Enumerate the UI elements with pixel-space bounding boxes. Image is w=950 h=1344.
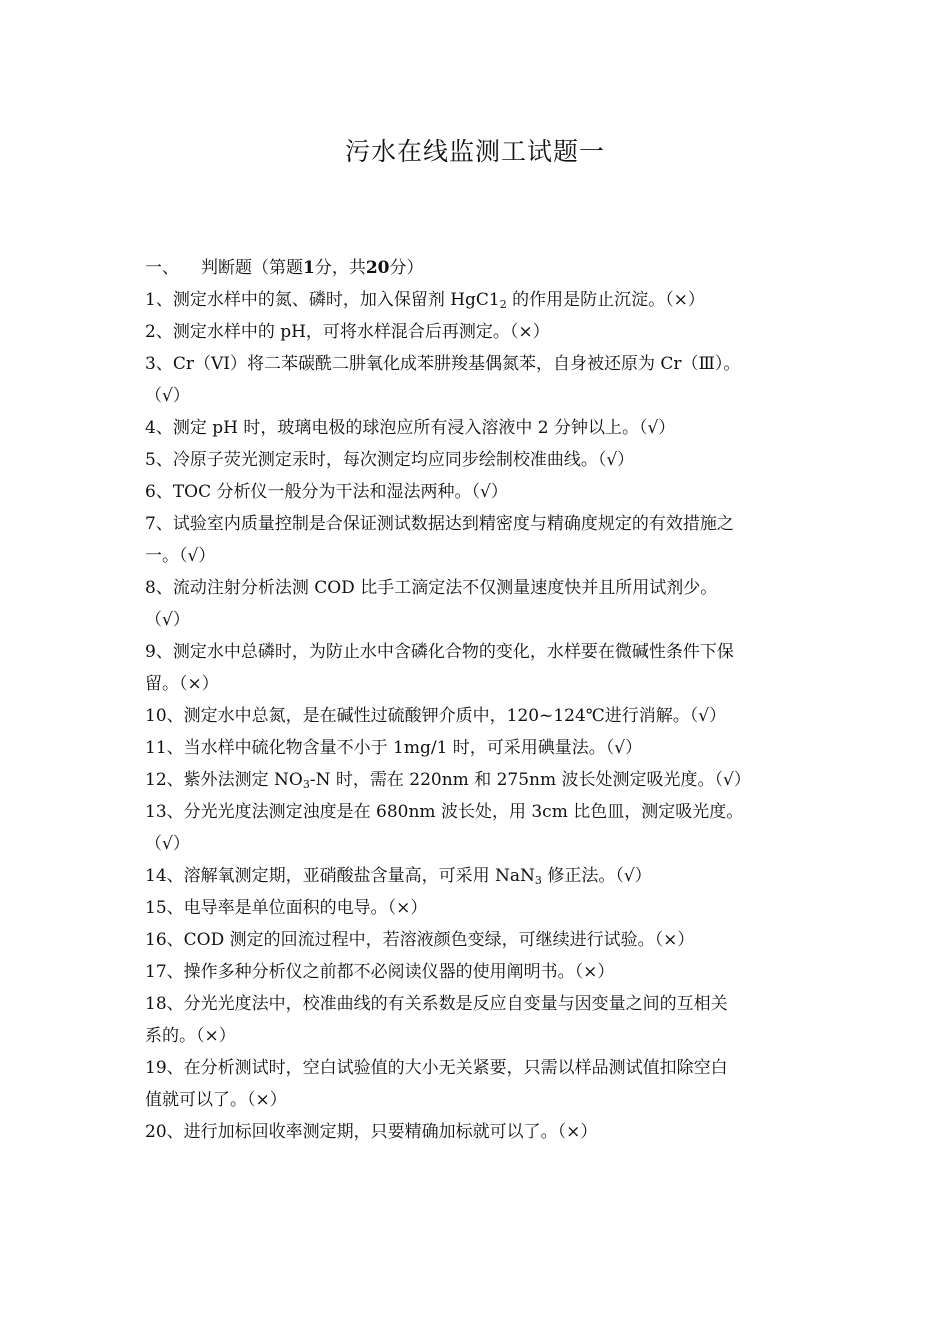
- question-item: [145, 572, 810, 636]
- points-each: 1: [303, 258, 315, 278]
- question-line: [145, 956, 810, 988]
- question-text-after: 修正法。（√）: [541, 866, 652, 886]
- question-line: [145, 924, 810, 956]
- question-text: 8、流动注射分析法测 COD 比手工滴定法不仅测量速度快并且所用试剂少。: [145, 578, 718, 598]
- question-continuation: 留。（×）: [145, 674, 219, 694]
- question-text: 15、电导率是单位面积的电导。（×）: [145, 898, 428, 918]
- question-text: 1、测定水样中的氮、磷时，加入保留剂 HgC1: [145, 290, 500, 310]
- question-item: [145, 764, 810, 796]
- question-item: [145, 732, 810, 764]
- question-item: [145, 508, 810, 572]
- question-line: [145, 1052, 810, 1084]
- section-heading: [145, 252, 810, 284]
- question-text: 17、操作多种分析仪之前都不必阅读仪器的使用阐明书。（×）: [145, 962, 615, 982]
- question-line: [145, 412, 810, 444]
- question-item: [145, 1052, 810, 1116]
- question-line: [145, 1116, 810, 1148]
- question-line: [145, 508, 810, 540]
- question-list: [145, 252, 810, 1148]
- question-item: [145, 700, 810, 732]
- question-line: [145, 796, 810, 828]
- question-line: [145, 732, 810, 764]
- question-text: 18、分光光度法中，校准曲线的有关系数是反应自变量与因变量之间的互相关: [145, 994, 728, 1014]
- question-line: [145, 636, 810, 668]
- question-line: [145, 892, 810, 924]
- question-text: 10、测定水中总氮，是在碱性过硫酸钾介质中，120~124℃进行消解。（√）: [145, 706, 727, 726]
- question-text: 4、测定 pH 时，玻璃电极的球泡应所有浸入溶液中 2 分钟以上。（√）: [145, 418, 676, 438]
- question-text-after: -N 时，需在 220nm 和 275nm 波长处测定吸光度。（√）: [309, 770, 751, 790]
- question-line: [145, 764, 810, 796]
- question-continuation: （√）: [145, 834, 190, 854]
- section-end: 分）: [389, 258, 424, 278]
- question-line: [145, 444, 810, 476]
- subscript: 2: [499, 298, 507, 311]
- subscript: 3: [302, 778, 310, 791]
- question-continuation: 一。（√）: [145, 546, 216, 566]
- question-item: [145, 956, 810, 988]
- question-line: [145, 476, 810, 508]
- question-item: [145, 316, 810, 348]
- question-item: [145, 1116, 810, 1148]
- question-text: 6、TOC 分析仪一般分为干法和湿法两种。（√）: [145, 482, 508, 502]
- points-total: 20: [365, 258, 390, 278]
- question-continuation: 值就可以了。（×）: [145, 1090, 287, 1110]
- question-continuation: （√）: [145, 386, 190, 406]
- question-line: [145, 572, 810, 604]
- question-item: [145, 988, 810, 1052]
- question-text: 11、当水样中硫化物含量不小于 1mg/1 时，可采用碘量法。（√）: [145, 738, 643, 758]
- question-text: 9、测定水中总磷时，为防止水中含磷化合物的变化，水样要在微碱性条件下保: [145, 642, 734, 662]
- question-line: [145, 988, 810, 1020]
- question-text: 12、紫外法测定 NO: [145, 770, 303, 790]
- section-name: 判断题（第题: [201, 258, 303, 278]
- question-text: 2、测定水样中的 pH，可将水样混合后再测定。（×）: [145, 322, 550, 342]
- question-item: [145, 284, 810, 316]
- question-line: [145, 316, 810, 348]
- question-item: [145, 476, 810, 508]
- question-item: [145, 444, 810, 476]
- question-line: [145, 284, 810, 316]
- section-mid: 分，共: [314, 258, 366, 278]
- question-item: [145, 636, 810, 700]
- question-line: [145, 700, 810, 732]
- section-number: 一、: [145, 258, 179, 278]
- question-item: [145, 412, 810, 444]
- question-text-after: 的作用是防止沉淀。（×）: [506, 290, 705, 310]
- question-line: [145, 860, 810, 892]
- question-item: [145, 924, 810, 956]
- question-text: 14、溶解氧测定期，亚硝酸盐含量高，可采用 NaN: [145, 866, 535, 886]
- question-text: 20、进行加标回收率测定期，只要精确加标就可以了。（×）: [145, 1122, 598, 1142]
- question-item: [145, 860, 810, 892]
- question-continuation: （√）: [145, 610, 190, 630]
- document-title: 污水在线监测工试题一: [344, 137, 605, 166]
- question-text: 13、分光光度法测定浊度是在 680nm 波长处，用 3cm 比色皿，测定吸光度。: [145, 802, 744, 822]
- question-text: 19、在分析测试时，空白试验值的大小无关紧要，只需以样品测试值扣除空白: [145, 1058, 728, 1078]
- question-item: [145, 348, 810, 412]
- question-item: [145, 796, 810, 860]
- question-line: [145, 348, 810, 380]
- question-text: 3、Cr（VI）将二苯碳酰二肼氧化成苯肼羧基偶氮苯，自身被还原为 Cr（Ⅲ）。: [145, 354, 741, 374]
- question-text: 7、试验室内质量控制是合保证测试数据达到精密度与精确度规定的有效措施之: [145, 514, 734, 534]
- question-text: 16、COD 测定的回流过程中，若溶液颜色变绿，可继续进行试验。（×）: [145, 930, 695, 950]
- subscript: 3: [534, 874, 542, 887]
- question-item: [145, 892, 810, 924]
- question-continuation: 系的。（×）: [145, 1026, 236, 1046]
- question-text: 5、冷原子荧光测定汞时，每次测定均应同步绘制校准曲线。（√）: [145, 450, 635, 470]
